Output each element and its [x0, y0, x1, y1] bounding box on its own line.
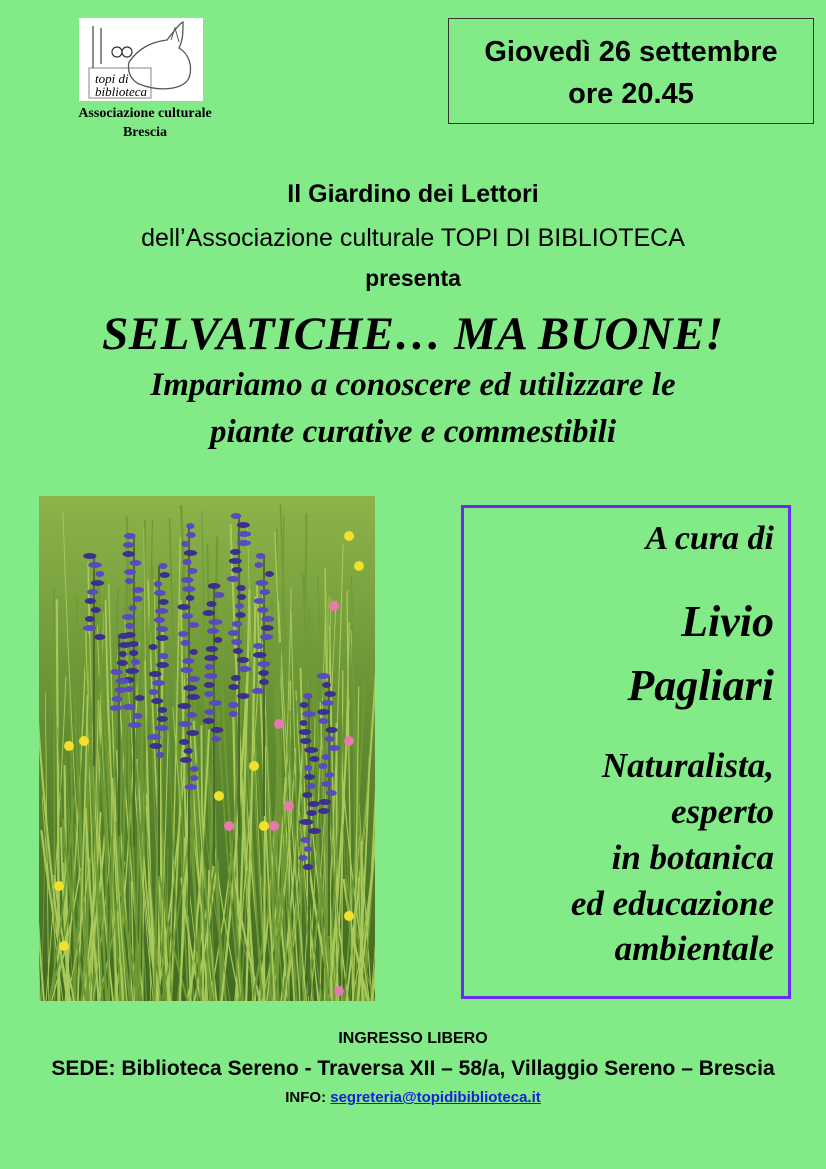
curator-first-name: Livio — [681, 597, 774, 646]
logo-brand-line2: biblioteca — [95, 84, 147, 99]
event-subtitle-line1: Impariamo a conoscere ed utilizzare le — [150, 367, 676, 403]
info-email-link[interactable]: segreteria@topidibiblioteca.it — [330, 1089, 541, 1106]
org-name: Associazione culturale — [78, 106, 212, 121]
curator-intro: A cura di — [645, 520, 774, 557]
free-entry-note: INGRESSO LIBERO — [338, 1030, 488, 1047]
event-title: SELVATICHE… MA BUONE! — [102, 308, 724, 360]
info-label: INFO: — [285, 1089, 327, 1106]
meadow-flowers-photo — [39, 496, 375, 1001]
logo — [79, 18, 203, 101]
organizer-line: dell’Associazione culturale TOPI DI BIBLIOTECA — [141, 224, 685, 252]
curator-desc-line: ed educazione — [570, 884, 774, 923]
series-title: Il Giardino dei Lettori — [287, 180, 539, 208]
event-date: Giovedì 26 settembre — [484, 36, 778, 68]
org-city: Brescia — [122, 125, 168, 140]
logo-brand-line1: topi di — [95, 71, 129, 86]
curator-desc-line: ambientale — [614, 929, 774, 968]
curator-last-name: Pagliari — [627, 661, 774, 710]
curator-box — [461, 505, 791, 999]
event-date-box — [448, 18, 814, 124]
event-subtitle-line2: piante curative e commestibili — [209, 414, 617, 450]
curator-desc-line: esperto — [670, 792, 774, 831]
curator-desc-line: in botanica — [611, 838, 774, 877]
presents-line: presenta — [365, 265, 461, 291]
info-line — [0, 1089, 826, 1106]
venue-address: SEDE: Biblioteca Sereno - Traversa XII – 58/a, Villaggio Sereno – Brescia — [51, 1057, 775, 1080]
event-time: ore 20.45 — [568, 78, 694, 110]
curator-desc-line: Naturalista, — [601, 746, 774, 785]
